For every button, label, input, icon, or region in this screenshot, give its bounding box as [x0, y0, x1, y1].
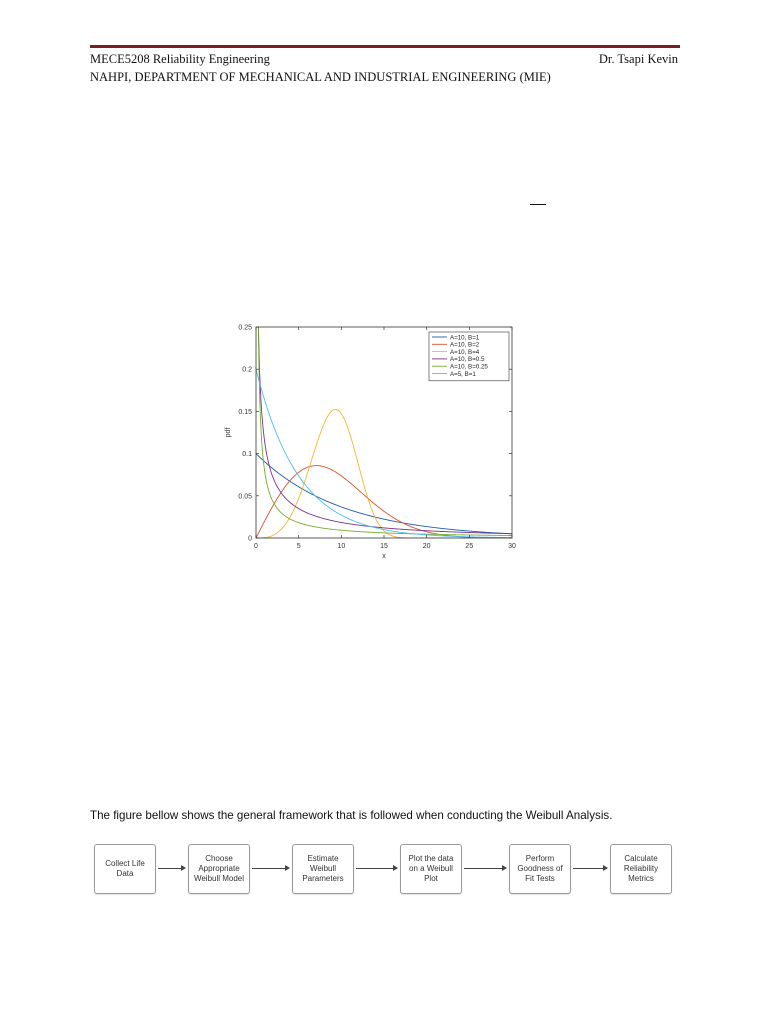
legend-entry-3: A=10, B=0.5 [450, 356, 485, 364]
weibull-pdf-chart [216, 318, 526, 562]
flow-step-1: Collect Life Data [94, 844, 156, 894]
weibull-framework-flowchart [94, 844, 676, 898]
legend-entry-5: A=5, B=1 [450, 370, 476, 378]
x-tick-label: 5 [296, 543, 301, 550]
x-tick-label: 25 [465, 543, 474, 550]
flow-step-6: Calculate Reliability Metrics [610, 844, 672, 894]
y-tick-label: 0 [248, 535, 252, 543]
x-tick-label: 0 [254, 543, 258, 550]
y-tick-label: 0.2 [242, 366, 252, 374]
legend-entry-4: A=10, B=0.25 [450, 363, 488, 371]
header-rule [90, 45, 680, 48]
flow-step-2: Choose Appropriate Weibull Model [188, 844, 250, 894]
x-tick-label: 30 [508, 543, 516, 550]
x-axis-label: x [382, 553, 386, 560]
course-title: MECE5208 Reliability Engineering [90, 52, 270, 66]
department-name: NAHPI, DEPARTMENT OF MECHANICAL AND INDUSTRIAL ENGINEERING (MIE) [90, 70, 551, 84]
legend-entry-1: A=10, B=2 [450, 341, 480, 349]
x-tick-label: 10 [337, 543, 346, 550]
series-line-0 [256, 454, 512, 534]
series-line-5 [256, 369, 512, 537]
flow-arrow-icon [356, 868, 397, 869]
y-axis-label: pdf [225, 427, 232, 438]
dash-mark [530, 204, 546, 205]
y-tick-label: 0.25 [238, 324, 252, 332]
flow-step-4: Plot the data on a Weibull Plot [400, 844, 462, 894]
y-tick-label: 0.05 [238, 493, 252, 501]
legend-entry-2: A=10, B=4 [450, 348, 480, 356]
flow-step-5: Perform Goodness of Fit Tests [509, 844, 571, 894]
flow-arrow-icon [158, 868, 185, 869]
legend-entry-0: A=10, B=1 [450, 334, 480, 342]
y-tick-label: 0.1 [242, 451, 252, 459]
flow-step-3: Estimate Weibull Parameters [292, 844, 354, 894]
flow-arrow-icon [252, 868, 289, 869]
series-line-1 [256, 466, 512, 538]
flow-arrow-icon [464, 868, 506, 869]
x-tick-label: 20 [422, 543, 431, 550]
author-name: Dr. Tsapi Kevin [598, 52, 678, 66]
y-tick-label: 0.15 [238, 408, 252, 416]
body-paragraph: The figure bellow shows the general framework that is followed when conducting the Weibull Analysis. [90, 809, 613, 822]
x-tick-label: 15 [380, 543, 388, 550]
flow-arrow-icon [573, 868, 607, 869]
